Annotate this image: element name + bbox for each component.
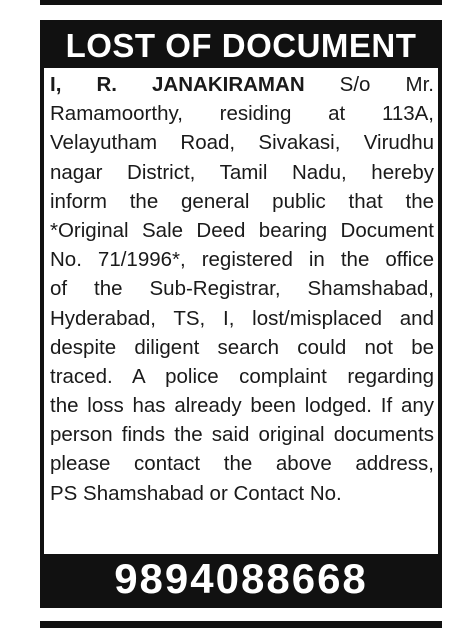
ad-body bbox=[50, 70, 434, 508]
ad-line-last: PS Shamshabad or Contact No. bbox=[50, 481, 342, 505]
ad-line: Velayutham Road, Sivakasi, Virudhu bbox=[50, 131, 434, 155]
ad-line: Hyderabad, TS, I, lost/misplaced and bbox=[50, 306, 434, 330]
ad-line: the loss has already been lodged. If any bbox=[50, 394, 434, 418]
top-divider-rule bbox=[40, 0, 442, 5]
ad-line: inform the general public that the bbox=[50, 189, 434, 213]
classified-ad-box bbox=[40, 20, 442, 608]
ad-line-1 bbox=[50, 70, 434, 99]
ad-line: despite diligent search could not be bbox=[50, 335, 434, 359]
ad-headline: LOST OF DOCUMENT bbox=[44, 24, 438, 68]
contact-phone-number: 9894088668 bbox=[44, 554, 438, 604]
ad-line: of the Sub-Registrar, Shamshabad, bbox=[50, 277, 434, 301]
advertiser-name: I, R. JANAKIRAMAN bbox=[50, 73, 305, 96]
bottom-divider-rule bbox=[40, 621, 442, 628]
ad-line: Ramamoorthy, residing at 113A, bbox=[50, 102, 434, 126]
ad-line: No. 71/1996*, registered in the office bbox=[50, 248, 434, 272]
ad-line: please contact the above address, bbox=[50, 452, 434, 476]
ad-line: person finds the said original documents bbox=[50, 423, 434, 447]
ad-line: traced. A police complaint regarding bbox=[50, 364, 434, 388]
ad-line: nagar District, Tamil Nadu, hereby bbox=[50, 160, 434, 184]
ad-line: *Original Sale Deed bearing Document bbox=[50, 218, 434, 242]
ad-line-1-rest: S/o Mr. bbox=[304, 73, 434, 96]
